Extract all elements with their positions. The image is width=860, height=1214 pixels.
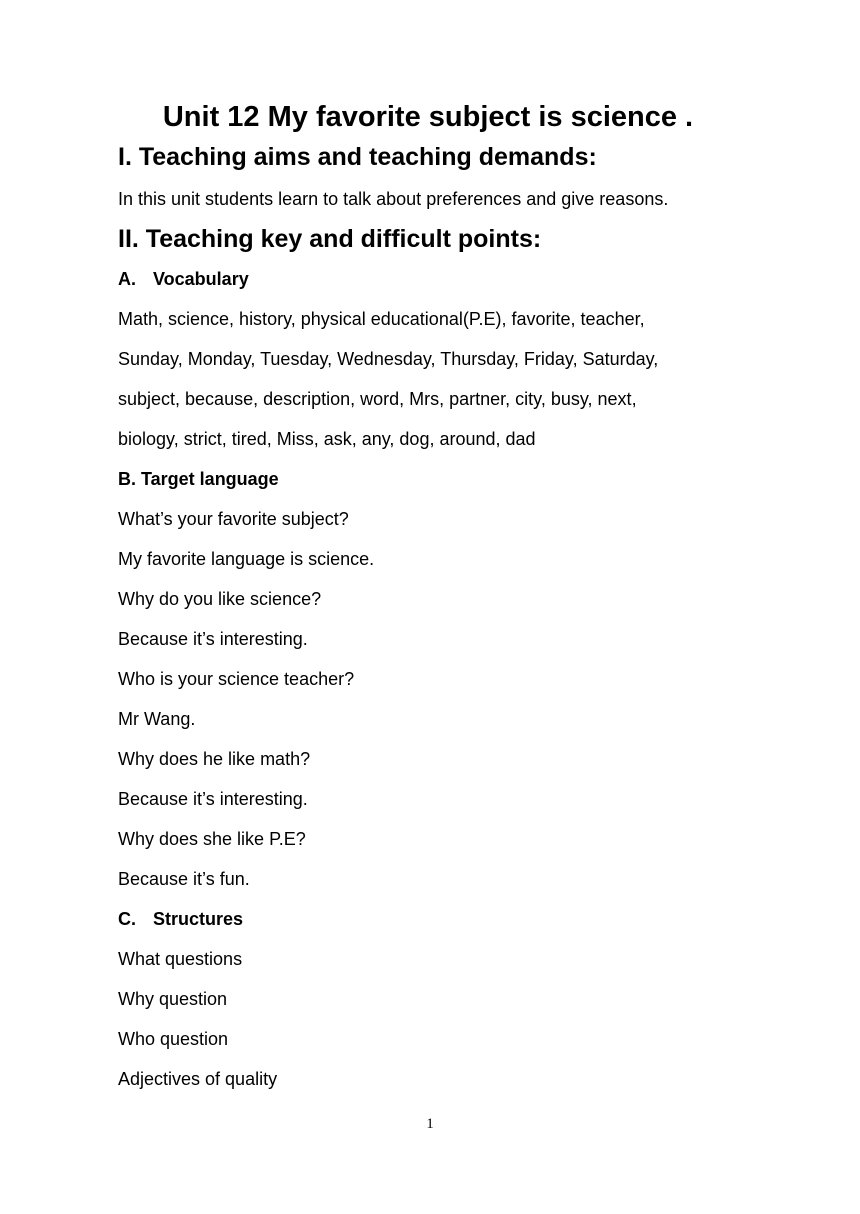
structures-line: What questions xyxy=(118,949,243,969)
target-language-line: Why does he like math? xyxy=(118,749,311,769)
target-language-line: Why does she like P.E? xyxy=(118,829,306,849)
target-language-line: Because it’s interesting. xyxy=(118,629,308,649)
structures-line: Why question xyxy=(118,989,228,1009)
structures-line: Who question xyxy=(118,1029,229,1049)
subheading-label: Vocabulary xyxy=(153,269,249,289)
section-heading-teaching-aims: I. Teaching aims and teaching demands: xyxy=(118,143,597,171)
subheading-structures xyxy=(118,907,243,931)
subheading-label: Structures xyxy=(153,909,244,929)
target-language-line: Mr Wang. xyxy=(118,709,196,729)
vocabulary-line: subject, because, description, word, Mrs, partner, city, busy, next, xyxy=(118,389,637,409)
subheading-letter: A. xyxy=(118,269,136,289)
vocabulary-line: biology, strict, tired, Miss, ask, any, dog, around, dad xyxy=(118,429,536,449)
page-number: 1 xyxy=(426,1116,434,1132)
target-language-line: Because it’s interesting. xyxy=(118,789,308,809)
target-language-line: What’s your favorite subject? xyxy=(118,509,349,529)
vocabulary-line: Math, science, history, physical educational(P.E), favorite, teacher, xyxy=(118,309,645,329)
document-title: Unit 12 My favorite subject is science . xyxy=(162,101,694,133)
vocabulary-line: Sunday, Monday, Tuesday, Wednesday, Thursday, Friday, Saturday, xyxy=(118,349,659,369)
target-language-line: Because it’s fun. xyxy=(118,869,250,889)
subheading-target-language: B. Target language xyxy=(118,469,279,489)
target-language-line: Why do you like science? xyxy=(118,589,322,609)
teaching-aims-text: In this unit students learn to talk about preferences and give reasons. xyxy=(118,189,669,209)
target-language-line: Who is your science teacher? xyxy=(118,669,355,689)
section-heading-key-points: II. Teaching key and difficult points: xyxy=(118,225,542,253)
subheading-letter: C. xyxy=(118,909,136,929)
target-language-line: My favorite language is science. xyxy=(118,549,375,569)
structures-line: Adjectives of quality xyxy=(118,1069,278,1089)
subheading-vocabulary xyxy=(118,267,249,291)
